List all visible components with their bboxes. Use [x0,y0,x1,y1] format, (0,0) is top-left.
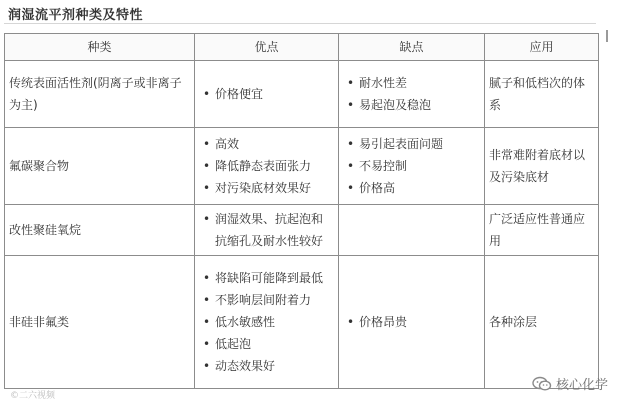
pros-list [199,267,334,377]
type-cell: 改性聚硅氧烷 [5,205,195,256]
list-item: • 低水敏感性 [203,311,334,333]
list-item: • 低起泡 [203,333,334,355]
table-row [5,256,599,389]
pros-list [199,208,334,252]
list-item: • 润湿效果、抗起泡和抗缩孔及耐水性较好 [203,208,334,252]
list-item: • 将缺陷可能降到最低 [203,267,334,289]
cons-cell [339,256,485,389]
header-pros: 优点 [195,34,339,61]
list-item: • 不影响层间附着力 [203,289,334,311]
list-item: • 价格昂贵 [347,311,480,333]
pros-list [199,133,334,199]
cons-cell [339,128,485,205]
list-item: • 降低静态表面张力 [203,155,334,177]
pros-list [199,83,334,105]
application-cell: 广泛适应性普通应用 [485,205,599,256]
pros-cell [195,256,339,389]
title-divider [4,23,596,24]
application-cell: 腻子和低档次的体系 [485,61,599,128]
wechat-icon [532,376,552,392]
cons-cell [339,205,485,256]
table-header-row [5,34,599,61]
list-item: • 易引起表面问题 [347,133,480,155]
watermark-left: ©二六视频 [10,391,56,401]
type-cell: 非硅非氟类 [5,256,195,389]
list-item: • 不易控制 [347,155,480,177]
list-item: • 动态效果好 [203,355,334,377]
characteristics-table [4,33,599,389]
list-item: • 价格便宜 [203,83,334,105]
cons-list [343,311,480,333]
page-title: 润湿流平剂种类及特性 [8,8,144,23]
table-row [5,205,599,256]
watermark-right [532,374,608,393]
type-cell: 传统表面活性剂(阴离子或非离子为主) [5,61,195,128]
list-item: • 易起泡及稳泡 [347,94,480,116]
header-cons: 缺点 [339,34,485,61]
application-cell: 各种涂层 [485,256,599,389]
pros-cell [195,205,339,256]
list-item: • 耐水性差 [347,72,480,94]
list-item: • 对污染底材效果好 [203,177,334,199]
watermark-brand: 核心化学 [556,378,609,393]
pros-cell [195,61,339,128]
list-item: • 价格高 [347,177,480,199]
table-row [5,61,599,128]
table-row [5,128,599,205]
cons-list [343,133,480,199]
application-cell: 非常难附着底材以及污染底材 [485,128,599,205]
list-item: • 高效 [203,133,334,155]
header-application: 应用 [485,34,599,61]
type-cell: 氟碳聚合物 [5,128,195,205]
cons-cell [339,61,485,128]
cons-list [343,72,480,116]
edge-marker [606,30,608,42]
pros-cell [195,128,339,205]
header-type: 种类 [5,34,195,61]
